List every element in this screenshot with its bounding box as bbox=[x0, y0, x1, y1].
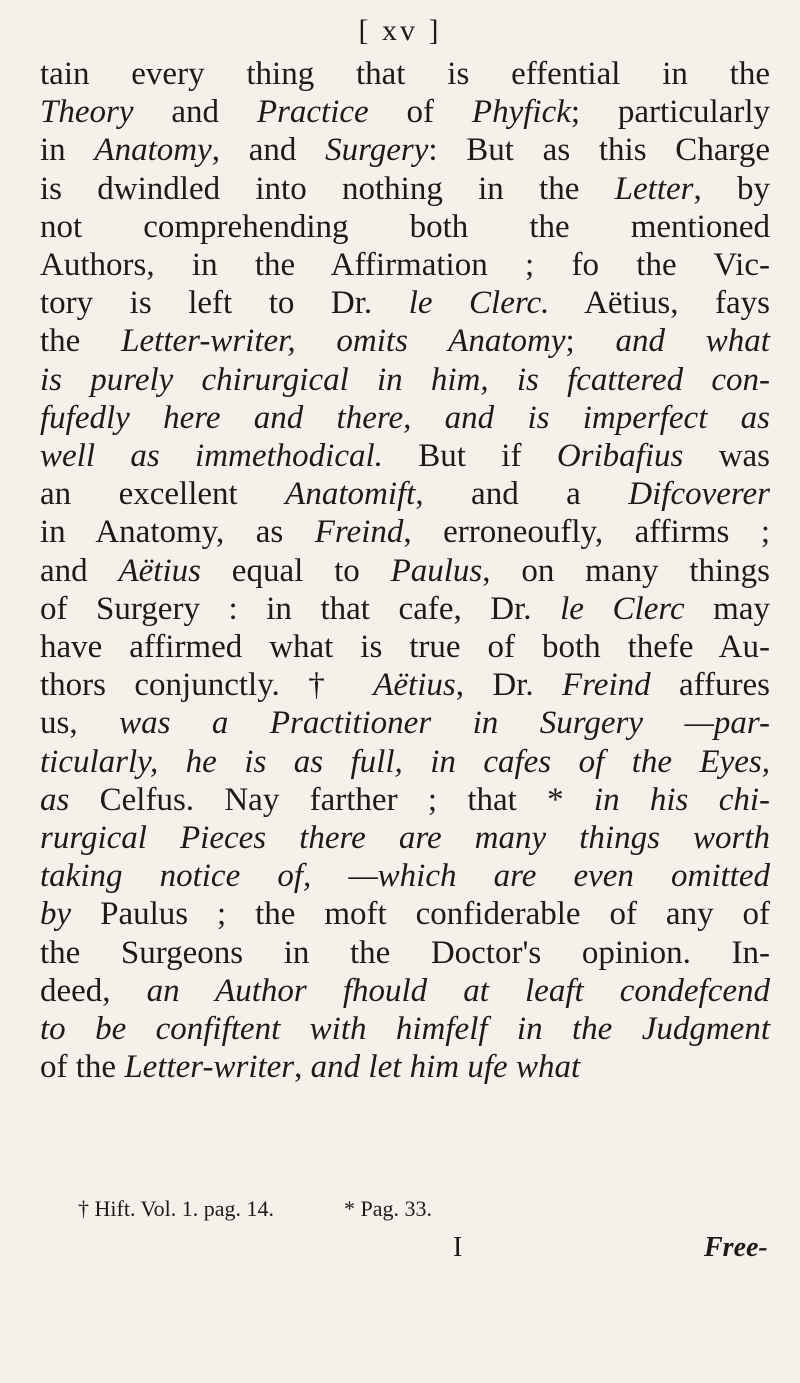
roman-text: of bbox=[368, 94, 472, 131]
roman-text: and bbox=[40, 552, 119, 589]
text-line bbox=[40, 437, 770, 475]
roman-text: us, bbox=[40, 705, 120, 742]
text-line bbox=[40, 1010, 770, 1048]
roman-text: in Anatomy, as bbox=[40, 514, 315, 551]
text-line bbox=[40, 284, 770, 322]
italic-text: Letter-writer, omits Anatomy bbox=[121, 323, 566, 360]
roman-text: deed, bbox=[40, 972, 147, 1009]
text-line bbox=[40, 628, 770, 666]
italic-text: Surgery bbox=[325, 132, 429, 169]
roman-text: But if bbox=[382, 438, 557, 475]
italic-text: is purely chirurgical in him, is fcattered con- bbox=[40, 361, 770, 398]
roman-text: of Surgery : in that cafe, Dr. bbox=[40, 590, 561, 627]
signature-mark: I bbox=[453, 1232, 463, 1263]
roman-text: , erroneoufly, affirms ; bbox=[403, 514, 771, 551]
text-line bbox=[40, 972, 770, 1010]
roman-text: have affirmed what is true of both thefe Au- bbox=[40, 629, 770, 666]
roman-text: the Surgeons in the Doctor's opinion. In- bbox=[40, 934, 770, 971]
text-line bbox=[40, 819, 770, 857]
text-line bbox=[40, 246, 770, 284]
roman-text: the bbox=[40, 323, 122, 360]
italic-text: well as immethodical. bbox=[40, 438, 383, 475]
italic-text: Anatomy bbox=[94, 132, 212, 169]
italic-text: fufedly here and there, and is imperfect as bbox=[40, 399, 770, 436]
roman-text: , by bbox=[693, 170, 771, 207]
roman-text: thors conjunctly. † bbox=[40, 667, 374, 704]
roman-text: tain every thing that is effential in the bbox=[40, 56, 770, 92]
roman-text: Aëtius, fays bbox=[549, 285, 770, 322]
italic-text: Oribafius bbox=[556, 438, 684, 475]
roman-text: Authors, in the Affirmation ; fo the Vic- bbox=[40, 247, 770, 284]
italic-text: Anatomift bbox=[285, 476, 416, 513]
italic-text: Practice bbox=[256, 94, 369, 131]
italic-text: Letter bbox=[614, 170, 694, 207]
text-line bbox=[40, 208, 770, 246]
text-line bbox=[40, 131, 770, 169]
italic-text: ticularly, he is as full, in cafes of the Eyes, bbox=[40, 743, 770, 780]
roman-text: may bbox=[684, 590, 770, 627]
text-line bbox=[40, 781, 770, 819]
roman-text: ; bbox=[565, 323, 616, 360]
body-text bbox=[40, 55, 770, 1086]
roman-text: not comprehending both the mentioned bbox=[40, 208, 770, 245]
italic-text: le Clerc bbox=[560, 590, 685, 627]
roman-text: Celfus. Nay farther ; that * bbox=[69, 781, 594, 818]
roman-text: Paulus ; the moft confiderable of any of bbox=[71, 896, 770, 933]
italic-text: taking notice of, —which are even omitted bbox=[40, 858, 770, 895]
roman-text: and bbox=[133, 94, 257, 131]
roman-text: , bbox=[294, 1049, 311, 1086]
italic-text: Letter-writer bbox=[124, 1049, 295, 1086]
text-line bbox=[40, 513, 770, 551]
italic-text: le Clerc. bbox=[408, 285, 550, 322]
text-line bbox=[40, 322, 770, 360]
roman-text: , and bbox=[211, 132, 326, 169]
text-line bbox=[40, 170, 770, 208]
text-line bbox=[40, 743, 770, 781]
italic-text: Aëtius bbox=[373, 667, 456, 704]
italic-text: and what bbox=[615, 323, 770, 360]
text-line bbox=[40, 1048, 770, 1086]
text-line bbox=[40, 55, 770, 93]
italic-text: Freind bbox=[314, 514, 404, 551]
footnotes bbox=[78, 1196, 698, 1222]
italic-text: Aëtius bbox=[118, 552, 201, 589]
text-line bbox=[40, 857, 770, 895]
italic-text: and let him ufe what bbox=[310, 1049, 581, 1086]
roman-text: tory is left to Dr. bbox=[40, 285, 409, 322]
text-line bbox=[40, 666, 770, 704]
roman-text: in bbox=[40, 132, 95, 169]
roman-text: , and a bbox=[415, 476, 629, 513]
italic-text: to be confiftent with himfelf in the Judgment bbox=[40, 1011, 770, 1048]
italic-text: as bbox=[40, 781, 70, 818]
text-line bbox=[40, 475, 770, 513]
italic-text: Theory bbox=[40, 94, 134, 131]
italic-text: by bbox=[40, 896, 72, 933]
text-line bbox=[40, 361, 770, 399]
catchword: Free- bbox=[704, 1232, 768, 1263]
italic-text: Difcoverer bbox=[628, 476, 770, 513]
italic-text: rurgical Pieces there are many things worth bbox=[40, 820, 770, 857]
text-line bbox=[40, 552, 770, 590]
italic-text: Phyfick bbox=[471, 94, 571, 131]
roman-text: ; particularly bbox=[570, 94, 770, 131]
roman-text: affures bbox=[650, 667, 771, 704]
italic-text: an Author fhould at leaft condefcend bbox=[146, 972, 770, 1009]
roman-text: an excellent bbox=[40, 476, 286, 513]
text-line bbox=[40, 590, 770, 628]
roman-text: was bbox=[683, 438, 771, 475]
roman-text: is dwindled into nothing in the bbox=[40, 170, 615, 207]
text-line bbox=[40, 895, 770, 933]
italic-text: in his chi- bbox=[593, 781, 771, 818]
italic-text: Paulus bbox=[390, 552, 483, 589]
italic-text: was a Practitioner in Surgery —par- bbox=[119, 705, 770, 742]
text-line bbox=[40, 399, 770, 437]
roman-text: , on many things bbox=[482, 552, 770, 589]
text-line bbox=[40, 93, 770, 131]
italic-text: Freind bbox=[562, 667, 651, 704]
footnote: † Hift. Vol. 1. pag. 14. bbox=[78, 1196, 274, 1221]
roman-text: of the bbox=[40, 1049, 125, 1086]
page-number-header: [ xv ] bbox=[358, 14, 442, 47]
roman-text: , Dr. bbox=[455, 667, 563, 704]
text-line bbox=[40, 934, 770, 972]
footnote: * Pag. 33. bbox=[343, 1196, 432, 1221]
text-line bbox=[40, 704, 770, 742]
roman-text: : But as this Charge bbox=[428, 132, 771, 169]
roman-text: equal to bbox=[200, 552, 391, 589]
